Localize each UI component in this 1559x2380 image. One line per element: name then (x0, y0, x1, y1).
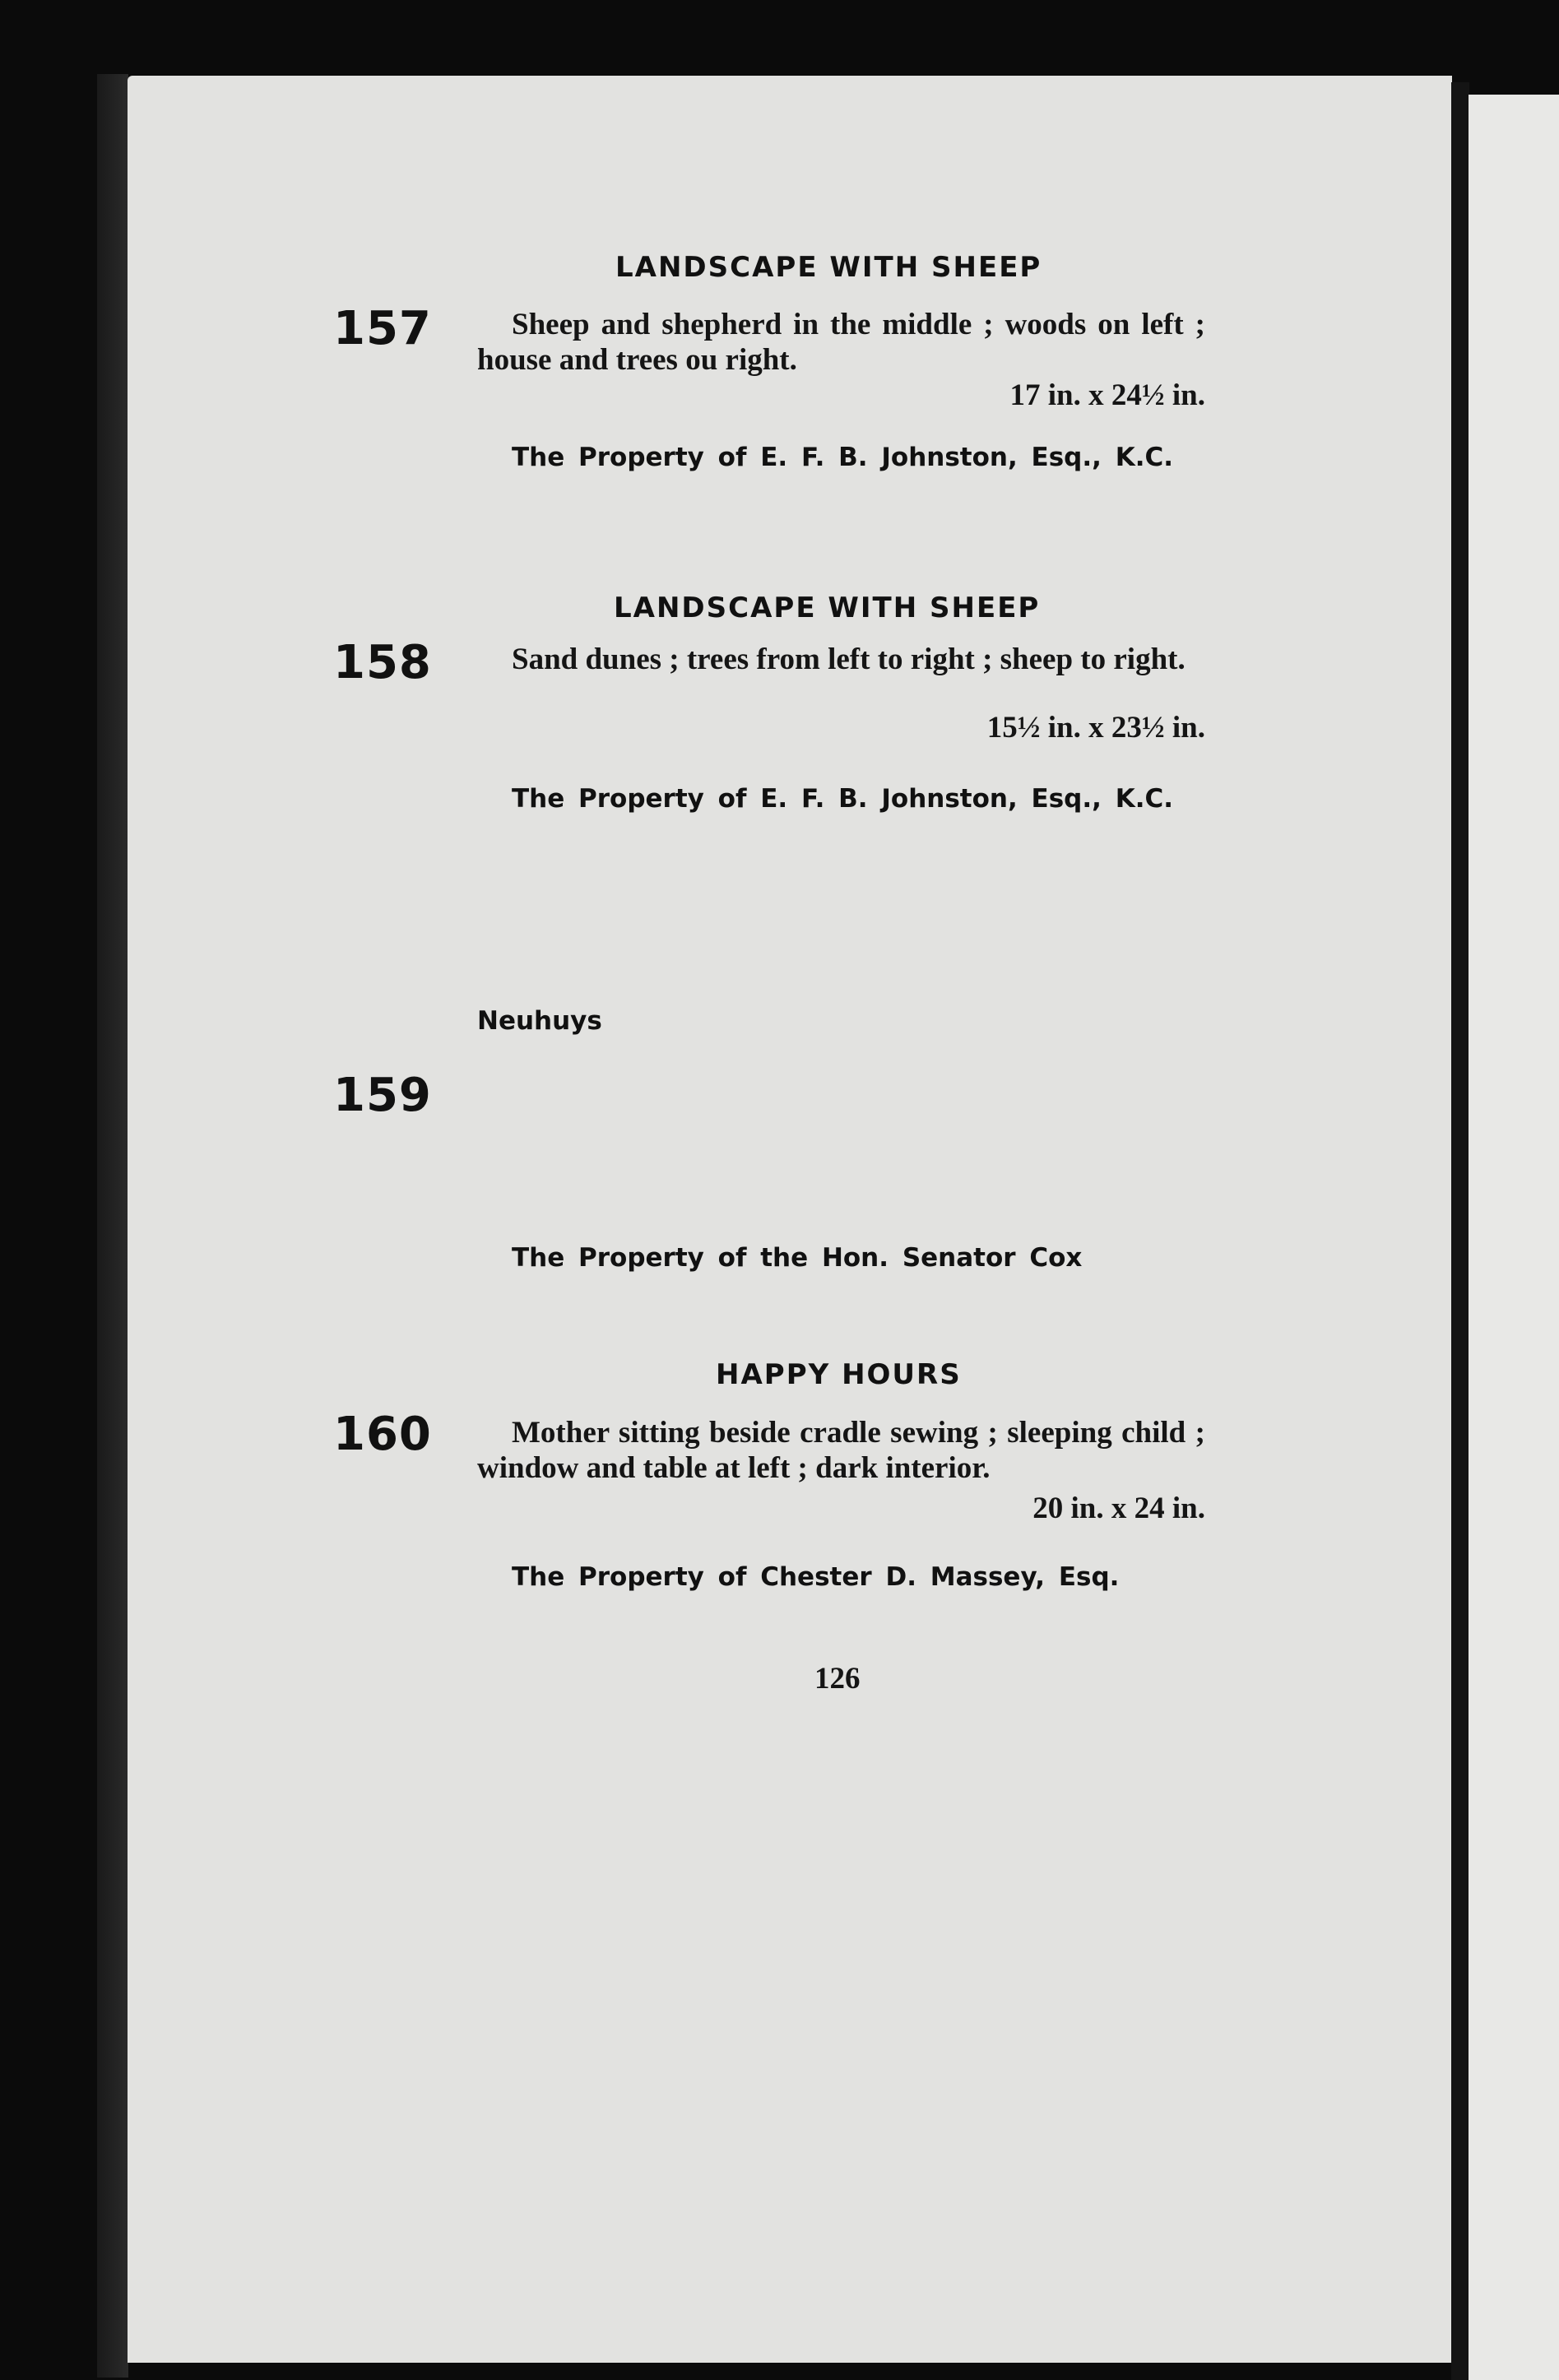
book-spine (1451, 82, 1469, 2380)
entry-157-number: 157 (333, 302, 432, 355)
page-number: 126 (814, 1662, 861, 1696)
book-left-edge (97, 74, 128, 2378)
entry-157-description: Sheep and shepherd in the middle ; woods on left ; house and trees ou right. (477, 308, 1205, 377)
entry-159-owner: The Property of the Hon. Senator Cox (512, 1243, 1083, 1273)
entry-158-size: 15½ in. x 23½ in. (986, 711, 1205, 745)
entry-158-owner: The Property of E. F. B. Johnston, Esq., K.C. (512, 784, 1174, 814)
entry-157-title: LANDSCAPE WITH SHEEP (615, 251, 1042, 284)
entry-157-owner: The Property of E. F. B. Johnston, Esq., K.C. (512, 443, 1174, 472)
entry-158-description: Sand dunes ; trees from left to right ; sheep to right. (512, 643, 1185, 676)
entry-160-owner: The Property of Chester D. Massey, Esq. (512, 1562, 1120, 1592)
entry-158-title: LANDSCAPE WITH SHEEP (614, 592, 1041, 624)
entry-160-description: Mother sitting beside cradle sewing ; sleeping child ; window and table at left ; dark interior. (477, 1416, 1205, 1485)
entry-159-number: 159 (333, 1069, 432, 1122)
entry-159-artist: Neuhuys (477, 1006, 602, 1036)
catalogue-page (128, 76, 1452, 2363)
entry-160-number: 160 (333, 1408, 432, 1461)
entry-160-title: HAPPY HOURS (716, 1358, 962, 1391)
entry-160-size: 20 in. x 24 in. (1032, 1492, 1205, 1525)
facing-page-edge (1469, 95, 1559, 2380)
entry-158-number: 158 (333, 636, 432, 689)
entry-157-size: 17 in. x 24½ in. (1009, 378, 1205, 412)
